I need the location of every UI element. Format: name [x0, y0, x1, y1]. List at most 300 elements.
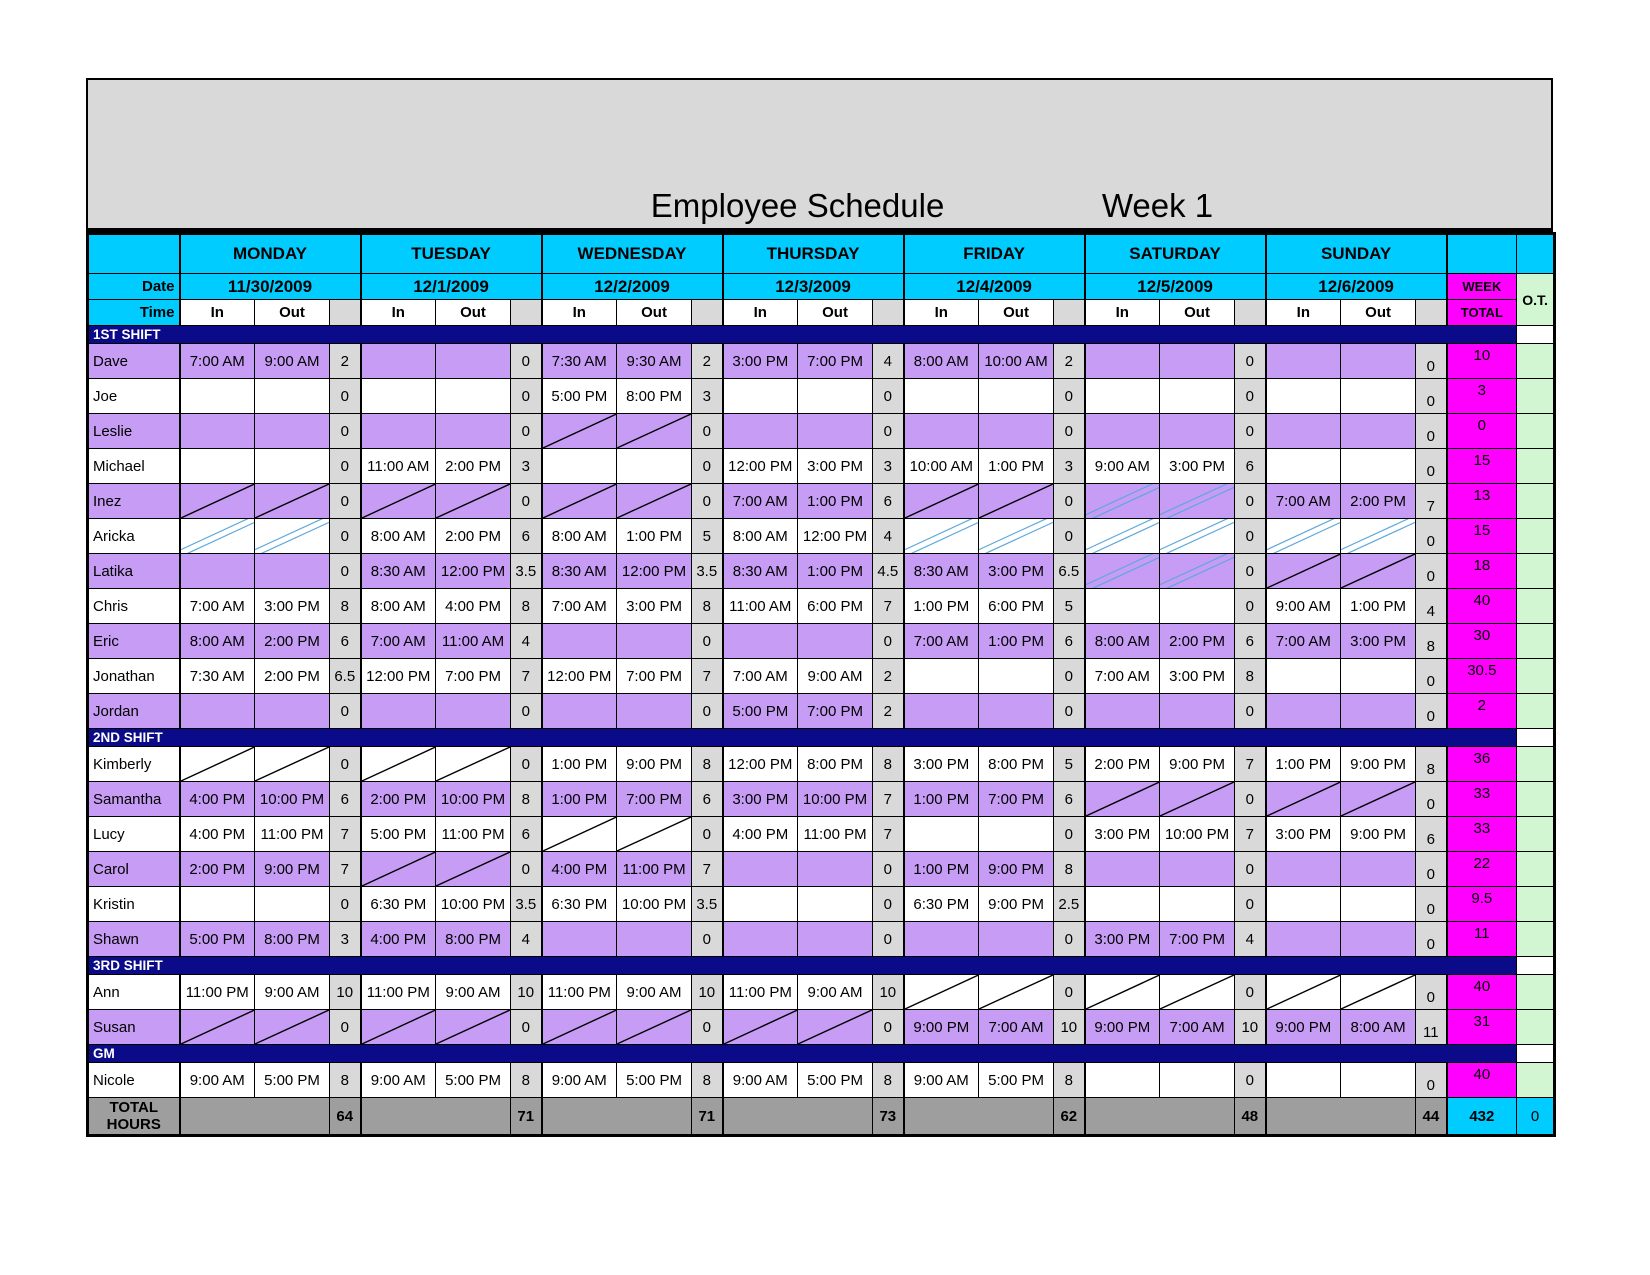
shift-in-cell[interactable]: 3:00 PM [723, 344, 798, 379]
day-hours-cell[interactable]: 0 [1054, 379, 1085, 414]
total-day-span-cell[interactable] [1085, 1098, 1235, 1136]
shift-out-cell[interactable] [436, 344, 511, 379]
day-hours-cell[interactable]: 0 [1235, 852, 1266, 887]
shift-out-cell[interactable] [617, 817, 692, 852]
ot-header-spacer[interactable] [1517, 234, 1555, 274]
shift-out-cell[interactable] [255, 484, 330, 519]
shift-in-cell[interactable] [361, 747, 436, 782]
shift-out-cell[interactable]: 8:00 PM [436, 922, 511, 957]
shift-out-cell[interactable]: 11:00 PM [255, 817, 330, 852]
day-header-cell[interactable]: TUESDAY [361, 234, 542, 274]
shift-in-cell[interactable]: 9:00 PM [904, 1010, 979, 1045]
shift-out-cell[interactable]: 7:00 PM [436, 659, 511, 694]
shift-in-cell[interactable] [1266, 449, 1341, 484]
shift-in-cell[interactable]: 11:00 PM [180, 975, 255, 1010]
shift-out-cell[interactable]: 9:00 AM [436, 975, 511, 1010]
day-hours-cell[interactable]: 3 [873, 449, 904, 484]
shift-out-cell[interactable]: 12:00 PM [617, 554, 692, 589]
day-header-cell[interactable]: WEDNESDAY [542, 234, 723, 274]
shift-out-cell[interactable] [436, 747, 511, 782]
total-header-cell[interactable]: TOTAL [1447, 300, 1517, 326]
shift-in-cell[interactable]: 11:00 PM [361, 975, 436, 1010]
in-header-cell[interactable]: In [723, 300, 798, 326]
ot-cell[interactable] [1517, 887, 1555, 922]
shift-out-cell[interactable] [1341, 449, 1416, 484]
shift-out-cell[interactable] [1160, 379, 1235, 414]
shift-out-cell[interactable]: 6:00 PM [979, 589, 1054, 624]
shift-out-cell[interactable] [1341, 1063, 1416, 1098]
shift-in-cell[interactable] [904, 414, 979, 449]
shift-in-cell[interactable]: 11:00 PM [542, 975, 617, 1010]
day-header-cell[interactable]: THURSDAY [723, 234, 904, 274]
day-hours-cell[interactable]: 4 [1235, 922, 1266, 957]
day-hours-cell[interactable]: 0 [692, 922, 723, 957]
shift-in-cell[interactable]: 2:00 PM [180, 852, 255, 887]
shift-out-cell[interactable] [1160, 414, 1235, 449]
shift-in-cell[interactable]: 8:30 AM [723, 554, 798, 589]
day-hours-cell[interactable]: 0 [1054, 817, 1085, 852]
week-total-cell[interactable]: 10 [1447, 344, 1517, 379]
ot-cell[interactable] [1517, 1010, 1555, 1045]
ot-cell[interactable] [1517, 852, 1555, 887]
day-hours-cell[interactable]: 0 [511, 852, 542, 887]
shift-in-cell[interactable]: 1:00 PM [904, 852, 979, 887]
shift-out-cell[interactable] [255, 1010, 330, 1045]
total-day-hours-cell[interactable]: 71 [692, 1098, 723, 1136]
shift-in-cell[interactable] [542, 817, 617, 852]
shift-out-cell[interactable] [1341, 414, 1416, 449]
week-header-spacer[interactable] [1447, 234, 1517, 274]
shift-out-cell[interactable] [979, 519, 1054, 554]
day-hours-cell[interactable]: 0 [330, 379, 361, 414]
ot-cell[interactable] [1517, 519, 1555, 554]
shift-in-cell[interactable]: 7:00 AM [1266, 624, 1341, 659]
out-header-cell[interactable]: Out [436, 300, 511, 326]
shift-in-cell[interactable] [542, 414, 617, 449]
shift-in-cell[interactable] [542, 694, 617, 729]
employee-name-cell[interactable]: Aricka [88, 519, 180, 554]
day-hours-cell[interactable]: 10 [330, 975, 361, 1010]
ot-cell[interactable] [1517, 1063, 1555, 1098]
shift-out-cell[interactable] [617, 1010, 692, 1045]
day-hours-cell[interactable]: 6 [1054, 624, 1085, 659]
shift-out-cell[interactable] [255, 887, 330, 922]
shift-out-cell[interactable]: 12:00 PM [798, 519, 873, 554]
employee-name-cell[interactable]: Nicole [88, 1063, 180, 1098]
shift-in-cell[interactable] [361, 852, 436, 887]
shift-out-cell[interactable] [436, 1010, 511, 1045]
shift-in-cell[interactable]: 3:00 PM [1266, 817, 1341, 852]
shift-out-cell[interactable]: 10:00 PM [617, 887, 692, 922]
shift-in-cell[interactable] [1266, 344, 1341, 379]
shift-out-cell[interactable] [436, 379, 511, 414]
shift-out-cell[interactable]: 7:00 PM [617, 782, 692, 817]
shift-out-cell[interactable] [617, 694, 692, 729]
day-hours-cell[interactable]: 0 [1416, 379, 1447, 414]
day-hours-cell[interactable]: 7 [1235, 817, 1266, 852]
day-hours-cell[interactable]: 0 [1416, 852, 1447, 887]
ot-cell[interactable] [1517, 659, 1555, 694]
shift-in-cell[interactable] [904, 817, 979, 852]
employee-name-cell[interactable]: Ann [88, 975, 180, 1010]
day-hours-cell[interactable]: 0 [330, 519, 361, 554]
shift-in-cell[interactable]: 1:00 PM [542, 747, 617, 782]
day-hours-cell[interactable]: 0 [330, 887, 361, 922]
shift-in-cell[interactable]: 6:30 PM [361, 887, 436, 922]
shift-in-cell[interactable]: 8:30 AM [361, 554, 436, 589]
shift-in-cell[interactable] [1085, 782, 1160, 817]
corner-cell[interactable] [88, 234, 180, 274]
total-day-span-cell[interactable] [542, 1098, 692, 1136]
day-hours-cell[interactable]: 2 [330, 344, 361, 379]
employee-name-cell[interactable]: Kristin [88, 887, 180, 922]
shift-out-cell[interactable]: 1:00 PM [798, 484, 873, 519]
shift-out-cell[interactable]: 1:00 PM [617, 519, 692, 554]
day-hours-cell[interactable]: 0 [330, 1010, 361, 1045]
day-hours-cell[interactable]: 10 [692, 975, 723, 1010]
day-hours-cell[interactable]: 7 [873, 817, 904, 852]
shift-in-cell[interactable]: 3:00 PM [1085, 817, 1160, 852]
day-hours-cell[interactable]: 0 [1054, 694, 1085, 729]
day-hours-cell[interactable]: 0 [1054, 484, 1085, 519]
day-hours-cell[interactable]: 2 [873, 694, 904, 729]
day-hours-cell[interactable]: 10 [873, 975, 904, 1010]
shift-in-cell[interactable] [1085, 589, 1160, 624]
shift-out-cell[interactable]: 3:00 PM [1160, 449, 1235, 484]
shift-in-cell[interactable]: 9:00 PM [1085, 1010, 1160, 1045]
day-hours-cell[interactable]: 8 [511, 1063, 542, 1098]
day-hours-cell[interactable]: 8 [330, 589, 361, 624]
day-hours-cell[interactable]: 7 [692, 852, 723, 887]
day-hours-cell[interactable]: 8 [330, 1063, 361, 1098]
shift-out-cell[interactable] [1341, 659, 1416, 694]
shift-out-cell[interactable]: 7:00 PM [798, 694, 873, 729]
day-hours-cell[interactable]: 0 [1416, 344, 1447, 379]
shift-out-cell[interactable] [1160, 852, 1235, 887]
shift-in-cell[interactable] [1085, 484, 1160, 519]
day-hours-cell[interactable]: 5 [1054, 589, 1085, 624]
shift-in-cell[interactable] [723, 414, 798, 449]
employee-name-cell[interactable]: Jordan [88, 694, 180, 729]
shift-in-cell[interactable]: 3:00 PM [1085, 922, 1160, 957]
shift-out-cell[interactable] [436, 414, 511, 449]
shift-in-cell[interactable] [180, 449, 255, 484]
shift-out-cell[interactable] [979, 659, 1054, 694]
day-hours-cell[interactable]: 7 [692, 659, 723, 694]
day-hours-cell[interactable]: 6 [330, 782, 361, 817]
day-hours-cell[interactable]: 8 [511, 782, 542, 817]
day-hours-cell[interactable]: 2 [692, 344, 723, 379]
day-hours-cell[interactable]: 6.5 [1054, 554, 1085, 589]
shift-in-cell[interactable] [542, 449, 617, 484]
day-hours-cell[interactable]: 0 [1235, 519, 1266, 554]
shift-in-cell[interactable]: 7:00 AM [361, 624, 436, 659]
shift-out-cell[interactable]: 2:00 PM [436, 519, 511, 554]
employee-name-cell[interactable]: Susan [88, 1010, 180, 1045]
shift-out-cell[interactable] [1160, 519, 1235, 554]
shift-out-cell[interactable]: 7:00 PM [798, 344, 873, 379]
date-cell[interactable]: 12/1/2009 [361, 274, 542, 300]
shift-in-cell[interactable]: 8:00 AM [904, 344, 979, 379]
shift-out-cell[interactable]: 9:00 PM [255, 852, 330, 887]
day-hours-cell[interactable]: 0 [1235, 414, 1266, 449]
shift-in-cell[interactable]: 7:30 AM [180, 659, 255, 694]
shift-out-cell[interactable] [1341, 519, 1416, 554]
total-day-span-cell[interactable] [904, 1098, 1054, 1136]
shift-in-cell[interactable]: 4:00 PM [180, 817, 255, 852]
shift-out-cell[interactable]: 11:00 PM [436, 817, 511, 852]
week-total-cell[interactable]: 9.5 [1447, 887, 1517, 922]
shift-in-cell[interactable] [1266, 519, 1341, 554]
week-total-cell[interactable]: 40 [1447, 589, 1517, 624]
shift-out-cell[interactable] [1341, 554, 1416, 589]
shift-out-cell[interactable]: 8:00 PM [979, 747, 1054, 782]
day-hours-cell[interactable]: 8 [1416, 624, 1447, 659]
day-hours-cell[interactable]: 6 [1235, 449, 1266, 484]
shift-in-cell[interactable]: 1:00 PM [542, 782, 617, 817]
week-total-cell[interactable]: 33 [1447, 817, 1517, 852]
shift-out-cell[interactable]: 5:00 PM [979, 1063, 1054, 1098]
shift-out-cell[interactable]: 8:00 PM [798, 747, 873, 782]
shift-out-cell[interactable] [617, 624, 692, 659]
day-hours-cell[interactable]: 0 [1235, 554, 1266, 589]
shift-out-cell[interactable]: 8:00 AM [1341, 1010, 1416, 1045]
day-hours-cell[interactable]: 0 [692, 1010, 723, 1045]
shift-in-cell[interactable]: 7:00 AM [723, 659, 798, 694]
shift-out-cell[interactable]: 10:00 AM [979, 344, 1054, 379]
total-day-hours-cell[interactable]: 44 [1416, 1098, 1447, 1136]
shift-out-cell[interactable] [617, 484, 692, 519]
shift-out-cell[interactable]: 5:00 PM [436, 1063, 511, 1098]
shift-in-cell[interactable]: 4:00 PM [723, 817, 798, 852]
shift-out-cell[interactable] [255, 554, 330, 589]
day-hours-cell[interactable]: 0 [1416, 1063, 1447, 1098]
shift-in-cell[interactable] [361, 379, 436, 414]
shift-out-cell[interactable] [617, 449, 692, 484]
shift-in-cell[interactable] [723, 1010, 798, 1045]
shift-in-cell[interactable]: 12:00 PM [723, 449, 798, 484]
day-hours-cell[interactable]: 7 [1416, 484, 1447, 519]
day-hours-cell[interactable]: 8 [1416, 747, 1447, 782]
day-hours-cell[interactable]: 4 [873, 519, 904, 554]
total-day-hours-cell[interactable]: 48 [1235, 1098, 1266, 1136]
shift-in-cell[interactable] [1085, 519, 1160, 554]
shift-in-cell[interactable] [542, 922, 617, 957]
shift-in-cell[interactable] [1266, 975, 1341, 1010]
shift-in-cell[interactable]: 5:00 PM [180, 922, 255, 957]
day-hours-cell[interactable]: 8 [1054, 852, 1085, 887]
hours-header-spacer[interactable] [1235, 300, 1266, 326]
day-hours-cell[interactable]: 6 [1416, 817, 1447, 852]
shift-out-cell[interactable]: 3:00 PM [617, 589, 692, 624]
date-cell[interactable]: 12/4/2009 [904, 274, 1085, 300]
in-header-cell[interactable]: In [1266, 300, 1341, 326]
shift-in-cell[interactable] [1085, 379, 1160, 414]
shift-in-cell[interactable]: 7:00 AM [904, 624, 979, 659]
shift-out-cell[interactable] [1341, 782, 1416, 817]
shift-in-cell[interactable]: 2:00 PM [361, 782, 436, 817]
week-total-cell[interactable]: 3 [1447, 379, 1517, 414]
week-total-cell[interactable]: 15 [1447, 519, 1517, 554]
day-hours-cell[interactable]: 6 [873, 484, 904, 519]
shift-in-cell[interactable] [904, 379, 979, 414]
day-hours-cell[interactable]: 6.5 [330, 659, 361, 694]
day-hours-cell[interactable]: 4 [511, 624, 542, 659]
shift-in-cell[interactable]: 5:00 PM [723, 694, 798, 729]
day-hours-cell[interactable]: 8 [1235, 659, 1266, 694]
ot-cell[interactable] [1517, 344, 1555, 379]
week-total-cell[interactable]: 33 [1447, 782, 1517, 817]
day-hours-cell[interactable]: 0 [1235, 1063, 1266, 1098]
shift-out-cell[interactable]: 9:00 AM [617, 975, 692, 1010]
shift-in-cell[interactable]: 1:00 PM [1266, 747, 1341, 782]
in-header-cell[interactable]: In [1085, 300, 1160, 326]
shift-out-cell[interactable]: 10:00 PM [255, 782, 330, 817]
in-header-cell[interactable]: In [542, 300, 617, 326]
day-hours-cell[interactable]: 0 [511, 379, 542, 414]
week-total-cell[interactable]: 30 [1447, 624, 1517, 659]
shift-out-cell[interactable] [798, 887, 873, 922]
shift-in-cell[interactable] [723, 922, 798, 957]
shift-in-cell[interactable] [1266, 379, 1341, 414]
day-hours-cell[interactable]: 5 [1054, 747, 1085, 782]
shift-in-cell[interactable] [1266, 887, 1341, 922]
shift-out-cell[interactable]: 12:00 PM [436, 554, 511, 589]
shift-in-cell[interactable] [904, 694, 979, 729]
day-hours-cell[interactable]: 0 [1416, 694, 1447, 729]
shift-out-cell[interactable] [798, 624, 873, 659]
week-total-cell[interactable]: 11 [1447, 922, 1517, 957]
day-hours-cell[interactable]: 0 [1416, 975, 1447, 1010]
shift-out-cell[interactable]: 1:00 PM [798, 554, 873, 589]
shift-out-cell[interactable]: 3:00 PM [798, 449, 873, 484]
shift-out-cell[interactable] [255, 379, 330, 414]
day-hours-cell[interactable]: 3.5 [692, 887, 723, 922]
out-header-cell[interactable]: Out [617, 300, 692, 326]
out-header-cell[interactable]: Out [255, 300, 330, 326]
day-hours-cell[interactable]: 0 [692, 624, 723, 659]
day-hours-cell[interactable]: 0 [873, 379, 904, 414]
day-hours-cell[interactable]: 2.5 [1054, 887, 1085, 922]
week-total-cell[interactable]: 13 [1447, 484, 1517, 519]
shift-out-cell[interactable] [1160, 344, 1235, 379]
shift-in-cell[interactable]: 1:00 PM [904, 589, 979, 624]
day-hours-cell[interactable]: 0 [1416, 659, 1447, 694]
shift-out-cell[interactable] [255, 449, 330, 484]
day-hours-cell[interactable]: 3 [511, 449, 542, 484]
shift-in-cell[interactable] [180, 694, 255, 729]
shift-out-cell[interactable] [1341, 694, 1416, 729]
shift-in-cell[interactable]: 12:00 PM [723, 747, 798, 782]
shift-in-cell[interactable] [723, 852, 798, 887]
shift-out-cell[interactable]: 9:00 PM [979, 852, 1054, 887]
shift-in-cell[interactable]: 3:00 PM [904, 747, 979, 782]
shift-out-cell[interactable]: 2:00 PM [1160, 624, 1235, 659]
shift-header[interactable]: GM [88, 1045, 1517, 1063]
week-total-cell[interactable]: 22 [1447, 852, 1517, 887]
day-hours-cell[interactable]: 0 [1416, 519, 1447, 554]
employee-name-cell[interactable]: Lucy [88, 817, 180, 852]
hours-header-spacer[interactable] [1416, 300, 1447, 326]
shift-out-cell[interactable]: 3:00 PM [1160, 659, 1235, 694]
employee-name-cell[interactable]: Carol [88, 852, 180, 887]
shift-in-cell[interactable]: 7:00 AM [723, 484, 798, 519]
shift-header[interactable]: 3RD SHIFT [88, 957, 1517, 975]
ot-cell[interactable] [1517, 379, 1555, 414]
in-header-cell[interactable]: In [180, 300, 255, 326]
date-cell[interactable]: 12/3/2009 [723, 274, 904, 300]
shift-out-cell[interactable] [979, 694, 1054, 729]
day-hours-cell[interactable]: 8 [511, 589, 542, 624]
hours-header-spacer[interactable] [692, 300, 723, 326]
shift-in-cell[interactable]: 4:00 PM [542, 852, 617, 887]
shift-out-cell[interactable] [1341, 922, 1416, 957]
employee-name-cell[interactable]: Michael [88, 449, 180, 484]
day-hours-cell[interactable]: 10 [1235, 1010, 1266, 1045]
day-hours-cell[interactable]: 3 [330, 922, 361, 957]
shift-header[interactable]: 2ND SHIFT [88, 729, 1517, 747]
shift-out-cell[interactable]: 2:00 PM [255, 624, 330, 659]
shift-out-cell[interactable]: 11:00 PM [798, 817, 873, 852]
shift-out-cell[interactable] [1341, 975, 1416, 1010]
shift-in-cell[interactable]: 6:30 PM [904, 887, 979, 922]
day-hours-cell[interactable]: 0 [1235, 975, 1266, 1010]
shift-in-cell[interactable] [1085, 852, 1160, 887]
shift-out-cell[interactable]: 9:00 AM [255, 344, 330, 379]
shift-out-cell[interactable] [255, 414, 330, 449]
total-hours-label-cell[interactable]: TOTAL HOURS [88, 1098, 180, 1136]
day-hours-cell[interactable]: 0 [511, 694, 542, 729]
ot-cell[interactable] [1517, 449, 1555, 484]
ot-cell[interactable] [1517, 817, 1555, 852]
day-hours-cell[interactable]: 7 [511, 659, 542, 694]
day-header-cell[interactable]: SUNDAY [1266, 234, 1447, 274]
shift-out-cell[interactable] [617, 922, 692, 957]
shift-out-cell[interactable]: 10:00 PM [798, 782, 873, 817]
shift-out-cell[interactable] [1341, 379, 1416, 414]
shift-out-cell[interactable] [1341, 852, 1416, 887]
shift-in-cell[interactable]: 9:00 AM [1266, 589, 1341, 624]
day-hours-cell[interactable]: 0 [873, 414, 904, 449]
total-day-span-cell[interactable] [723, 1098, 873, 1136]
day-hours-cell[interactable]: 6 [1054, 782, 1085, 817]
employee-name-cell[interactable]: Latika [88, 554, 180, 589]
day-hours-cell[interactable]: 8 [692, 1063, 723, 1098]
ot-cell[interactable] [1517, 589, 1555, 624]
shift-out-cell[interactable] [1160, 484, 1235, 519]
ot-cell[interactable] [1517, 554, 1555, 589]
shift-out-cell[interactable] [1160, 554, 1235, 589]
shift-in-cell[interactable]: 8:30 AM [542, 554, 617, 589]
shift-out-cell[interactable] [979, 414, 1054, 449]
shift-out-cell[interactable] [617, 414, 692, 449]
day-hours-cell[interactable]: 8 [873, 1063, 904, 1098]
shift-out-cell[interactable] [1160, 694, 1235, 729]
day-hours-cell[interactable]: 0 [1416, 449, 1447, 484]
shift-in-cell[interactable]: 8:00 AM [542, 519, 617, 554]
ot-cell[interactable] [1517, 414, 1555, 449]
day-hours-cell[interactable]: 0 [692, 449, 723, 484]
shift-in-cell[interactable]: 7:00 AM [1085, 659, 1160, 694]
shift-in-cell[interactable]: 9:00 AM [1085, 449, 1160, 484]
hours-header-spacer[interactable] [330, 300, 361, 326]
shift-out-cell[interactable] [798, 922, 873, 957]
shift-out-cell[interactable] [1341, 887, 1416, 922]
day-hours-cell[interactable]: 0 [1235, 379, 1266, 414]
shift-in-cell[interactable] [723, 624, 798, 659]
shift-in-cell[interactable] [542, 484, 617, 519]
shift-out-cell[interactable]: 4:00 PM [436, 589, 511, 624]
